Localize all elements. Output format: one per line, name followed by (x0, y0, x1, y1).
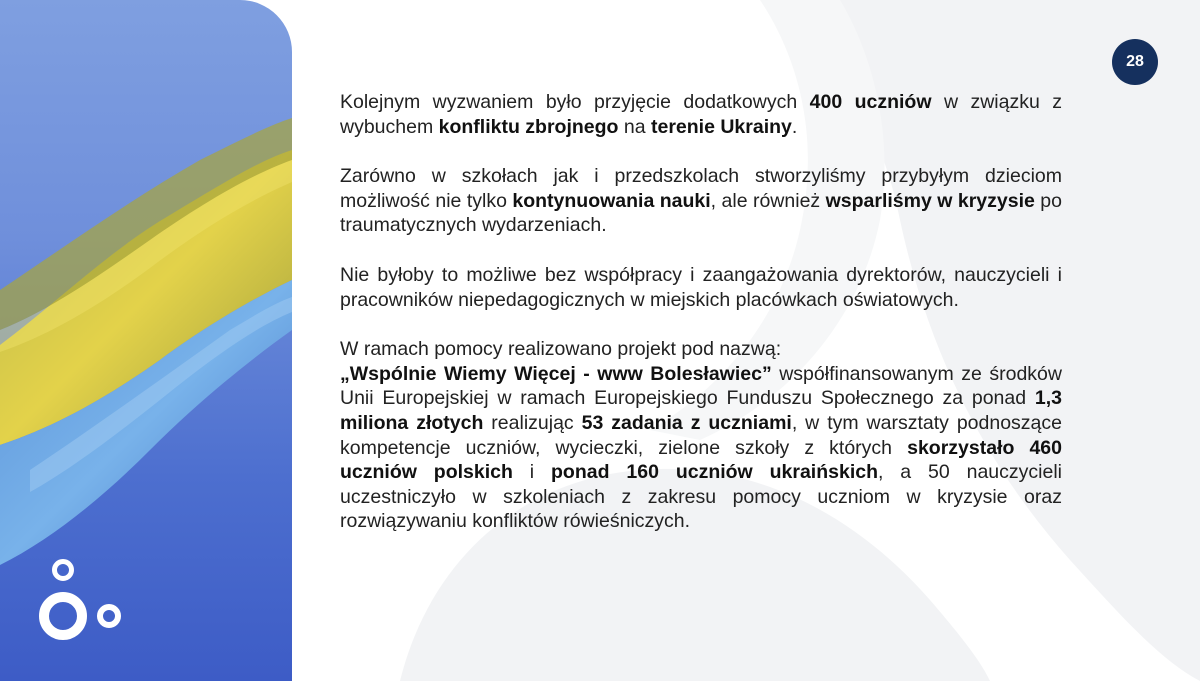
text-segment: W ramach pomocy realizowano projekt pod nazwą: (340, 338, 782, 361)
paragraph (340, 337, 1062, 534)
bold-text: 1,3 miliona złotych (340, 387, 1062, 434)
bold-text: kontynuowania nauki (512, 189, 711, 212)
text-segment: Zarówno w szkołach jak i przedszkolach stworzyliśmy przybyłym dzieciom możliwość nie tylko (340, 165, 1062, 212)
bold-text: skorzystało 460 uczniów polskich (340, 436, 1062, 484)
main-text (340, 90, 1062, 559)
text-segment: Nie byłoby to możliwe bez współpracy i zaangażowania dyrektorów, nauczycieli i pracowników niepedagogicznych w miejskich placówkach oświatowych. (340, 263, 1062, 311)
page-number-badge (1112, 39, 1158, 85)
bold-text: „Wspólnie Wiemy Więcej - www Bolesławiec” (340, 362, 772, 385)
three-circles-logo (38, 555, 128, 645)
bold-text: 400 uczniów (809, 91, 932, 113)
text-segment: , a 50 nauczycieli uczestniczyło w szkoleniach z zakresu pomocy uczniom w kryzysie oraz rozwiązywaniu konfliktów rówieśniczych. (340, 461, 1062, 533)
paragraph (340, 263, 1062, 312)
text-segment: i (512, 461, 552, 484)
text-segment: po traumatycznych wydarzeniach. (340, 189, 1062, 237)
text-segment: , w tym warsztaty podnoszące kompetencje uczniów, wycieczki, zielone szkoły z których (340, 411, 1062, 459)
bold-text: wsparliśmy w kryzysie (825, 189, 1035, 212)
text-segment: w związku z wybuchem (340, 91, 1062, 138)
bold-text: konfliktu zbrojnego (438, 115, 619, 138)
text-segment: . (791, 115, 798, 138)
bold-text: 53 zadania z uczniami (581, 411, 792, 434)
text-segment: na (618, 115, 651, 138)
text-segment: współfinansowanym ze środków Unii Europejskiej w ramach Europejskiego Funduszu Społecznego za ponad (340, 362, 1062, 410)
page-number: 28 (1126, 53, 1144, 70)
bold-text: terenie Ukrainy (650, 115, 792, 138)
text-segment: , ale również (710, 189, 826, 212)
paragraph (340, 90, 1062, 139)
text-segment: Kolejnym wyzwaniem było przyjęcie dodatkowych (340, 91, 810, 113)
text-segment: realizując (483, 411, 582, 434)
paragraph (340, 164, 1062, 238)
bold-text: ponad 160 uczniów ukraińskich (551, 461, 878, 484)
